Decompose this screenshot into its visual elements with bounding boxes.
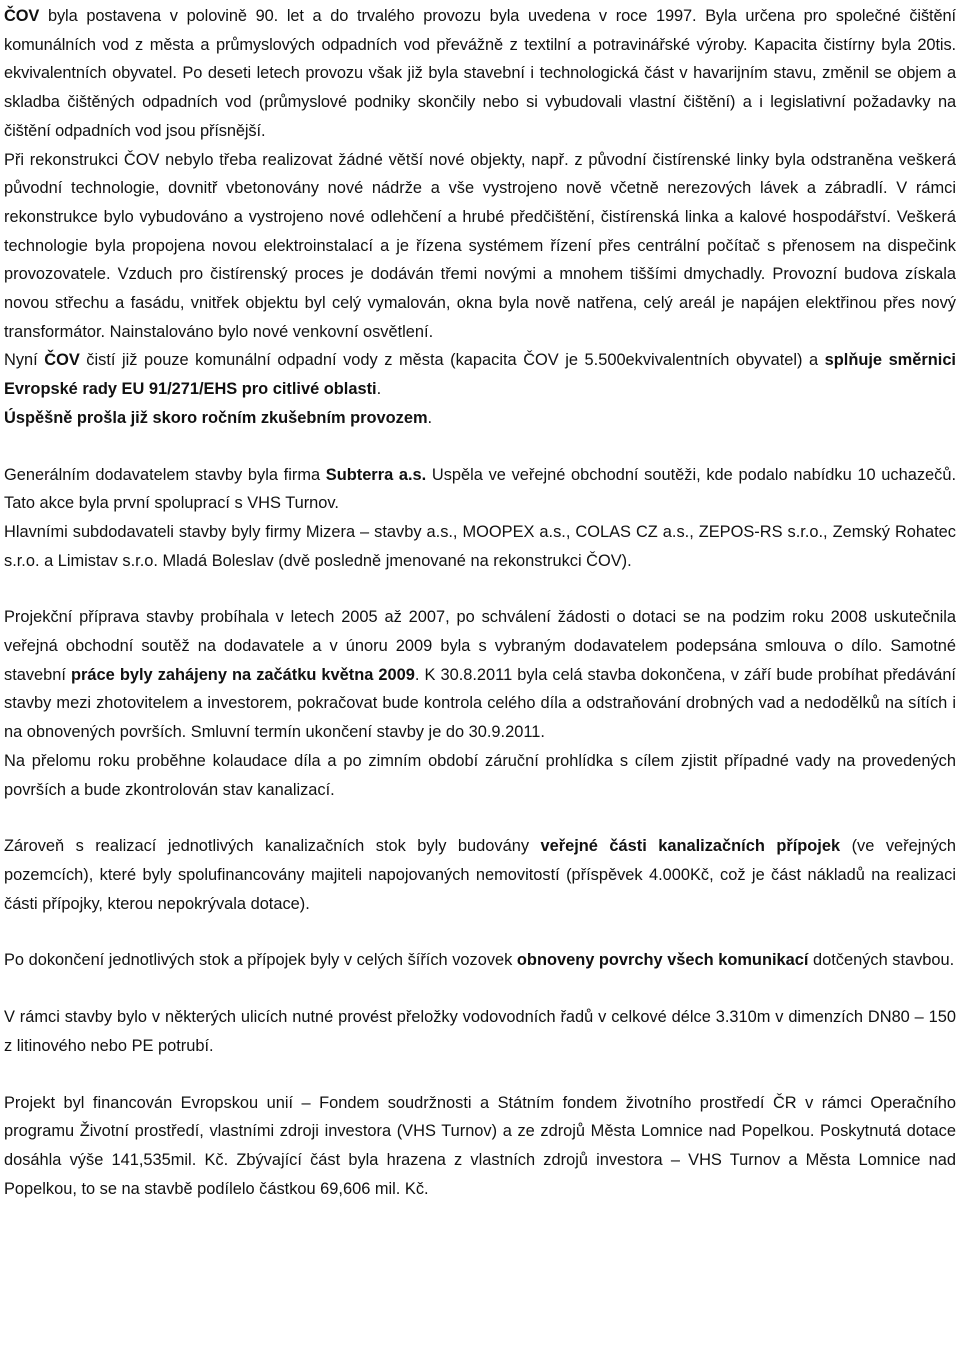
bold-text-run: Úspěšně prošla již skoro ročním zkušebním provozem [4, 408, 428, 427]
paragraph-timeline [4, 603, 956, 747]
text-run: Uspěla ve veřejné obchodní soutěži, kde podalo nabídku 10 uchazečů. Tato akce byla první spoluprací s VHS Turnov. [4, 465, 957, 513]
text-run: Zároveň s realizací jednotlivých kanalizačních stok byly budovány [4, 837, 541, 856]
paragraph-general-contractor [4, 461, 956, 518]
paragraph-road-surfaces [4, 946, 956, 975]
text-run: . [376, 380, 382, 399]
text-run: čistí již pouze komunální odpadní vody z města (kapacita ČOV je 5.500ekvivalentních obyvatel) a [79, 351, 825, 370]
text-run: V rámci stavby bylo v některých ulicích nutné provést přeložky vodovodních řadů v celkové délce 3.310m v dimenzích DN80 – 150 z litinového nebo PE potrubí. [4, 1008, 956, 1055]
paragraph-approval [4, 747, 956, 804]
paragraph-financing [4, 1089, 956, 1204]
paragraph-trial-operation [4, 404, 956, 433]
paragraph-water-mains [4, 1003, 956, 1060]
document-page [4, 2, 956, 1203]
bold-text-run: Subterra a.s. [325, 465, 427, 484]
bold-text-run: splňuje směrnici Evropské rady EU 91/271/EHS pro citlivé oblasti [4, 351, 956, 399]
bold-text-run: ČOV [44, 351, 80, 370]
text-run: Generálním dodavatelem stavby byla firma [4, 465, 326, 484]
text-run: byla postavena v polovině 90. let a do trvalého provozu byla uvedena v roce 1997. Byla určena pro společné čištění komunálních vod z města a průmyslových odpadních vod převážně z textilní a potravinářské výroby. Kapacita čistírny byla 20tis. ekvivalentních obyvatel. Po deseti letech provozu však již byla stavební i technologická část v havarijním stavu, změnil se objem a skladba čištěných odpadních vod (průmyslové podniky skončily nebo si vybudovali vlastní čištění) a i legislativní požadavky na čištění odpadních vod jsou přísnější. [4, 7, 956, 140]
paragraph-connections [4, 832, 956, 918]
text-run: Nyní [4, 351, 45, 370]
paragraph-current-state [4, 346, 956, 403]
text-run: Při rekonstrukci ČOV nebylo třeba realizovat žádné větší nové objekty, např. z původní čistírenské linky byla odstraněna veškerá původní technologie, dovnitř vbetonovány nové nádrže a vše vystrojeno nově včetně nerezových lávek a zábradlí. V rámci rekonstrukce bylo vybudováno a vystrojeno nové odlehčení a hrubé předčištění, čistírenská linka a kalové hospodářství. Veškerá technologie byla propojena novou elektroinstalací a je řízena systémem řízení přes centrální počítač s přenosem na dispečink provozovatele. Vzduch pro čistírenský proces je dodáván třemi novými a mnohem tiššími dmychadly. Provozní budova získala novou střechu a fasádu, vnitřek objektu byl celý vymalován, okna byla nově natřena, celý areál je napájen elektřinou přes nový transformátor. Nainstalováno bylo nové venkovní osvětlení. [4, 150, 956, 341]
text-run: . K 30.8.2011 byla celá stavba dokončena, v září bude probíhat předávání stavby mezi zhotovitelem a investorem, pokračovat bude kontrola celého díla a odstraňování drobných vad a nedodělků na sítích i na obnovených površích. Smluvní termín ukončení stavby je do 30.9.2011. [4, 665, 956, 742]
text-run: Projekční příprava stavby probíhala v letech 2005 až 2007, po schválení žádosti o dotaci se na podzim roku 2008 uskutečnila veřejná obchodní soutěž na dodavatele a v únoru 2009 byla s vybraným dodavatelem podepsána smlouva o dílo. Samotné stavební [4, 608, 956, 684]
text-run: . [427, 408, 433, 427]
bold-text-run: veřejné části kanalizačních přípojek [540, 837, 841, 856]
text-run: Na přelomu roku proběhne kolaudace díla a po zimním období záruční prohlídka s cílem zjistit případné vady na provedených površích a bude zkontrolován stav kanalizací. [4, 751, 956, 799]
text-run: Projekt byl financován Evropskou unií – Fondem soudržnosti a Státním fondem životního prostředí ČR v rámci Operačního programu Životní prostředí, vlastními zdroji investora (VHS Turnov) a ze zdrojů Města Lomnice nad Popelkou. Poskytnutá dotace dosáhla výše 141,535mil. Kč. Zbývající část byla hrazena z vlastních zdrojů investora – VHS Turnov a Města Lomnice nad Popelkou, to se na stavbě podílelo částkou 69,606 mil. Kč. [4, 1093, 956, 1198]
text-run: Hlavními subdodavateli stavby byly firmy Mizera – stavby a.s., MOOPEX a.s., COLAS CZ a.s., ZEPOS-RS s.r.o., Zemský Rohatec s.r.o. a Limistav s.r.o. Mladá Boleslav (dvě posledně jmenované na rekonstrukci ČOV). [4, 522, 956, 570]
bold-text-run: ČOV [4, 7, 40, 25]
text-run: dotčených stavbou. [808, 951, 955, 970]
text-run: (ve veřejných pozemcích), které byly spolufinancovány majiteli napojovaných nemovitostí (příspěvek 4.000Kč, což je část nákladů na realizaci části přípojky, kterou nepokrývala dotace). [4, 837, 956, 913]
paragraph-reconstruction [4, 146, 956, 347]
text-run: Po dokončení jednotlivých stok a přípojek byly v celých šířích vozovek [4, 951, 517, 970]
bold-text-run: práce byly zahájeny na začátku května 2009 [71, 665, 415, 684]
bold-text-run: obnoveny povrchy všech komunikací [516, 951, 809, 970]
paragraph-construction-history [4, 2, 956, 146]
paragraph-subcontractors [4, 518, 956, 575]
